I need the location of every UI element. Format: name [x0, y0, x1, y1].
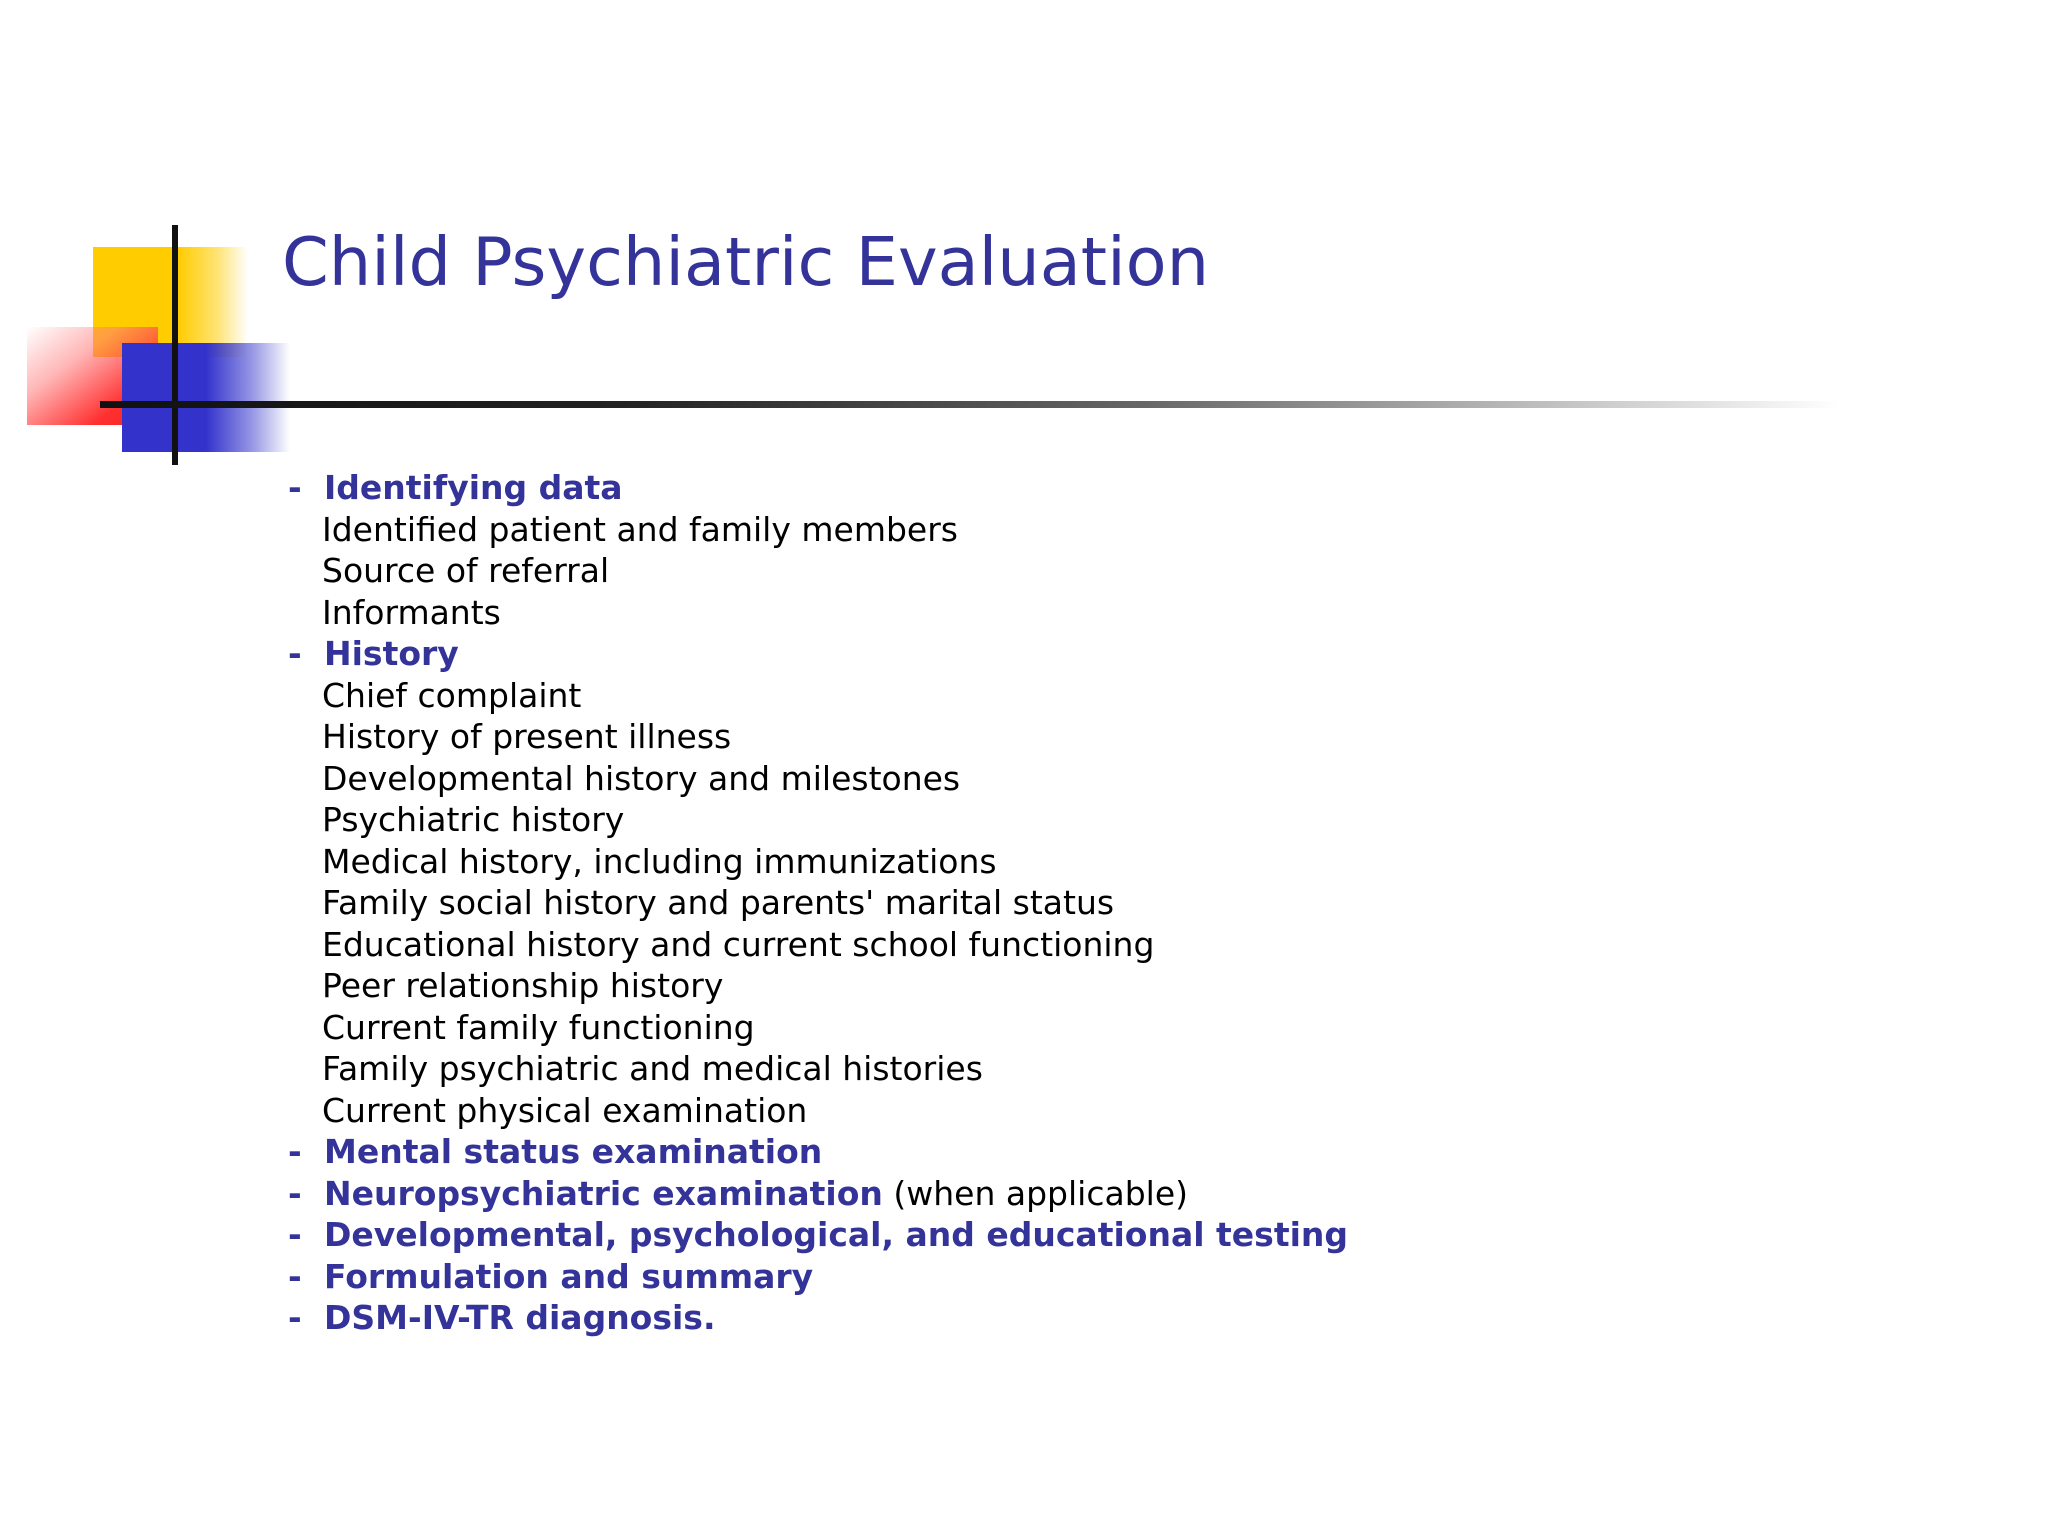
list-item: Informants — [322, 592, 501, 632]
blue-square-decoration — [122, 343, 290, 452]
section-heading — [284, 1131, 1884, 1173]
list-item: Educational history and current school functioning — [322, 924, 1155, 964]
section-heading — [284, 1173, 1884, 1215]
section-heading-text: Neuropsychiatric examination — [324, 1173, 883, 1213]
title-underline-rule — [100, 401, 1840, 408]
list-item: Source of referral — [322, 551, 610, 590]
content-list — [284, 467, 1884, 1339]
list-item: Current family functioning — [322, 1007, 755, 1047]
section-heading-text: Formulation and summary — [324, 1256, 814, 1296]
list-item: Developmental history and milestones — [322, 758, 961, 798]
bullet-dash: - — [288, 1215, 302, 1254]
bullet-dash: - — [288, 1132, 302, 1171]
section-heading — [284, 1256, 1884, 1298]
section-heading — [284, 1297, 1884, 1339]
section-heading — [284, 633, 1884, 675]
list-item: History of present illness — [322, 717, 732, 756]
bullet-dash: - — [288, 634, 302, 673]
list-item: Family social history and parents' marital status — [322, 883, 1115, 922]
list-item: Identified patient and family members — [322, 509, 958, 549]
section-heading-text: Identifying data — [324, 468, 623, 507]
bullet-dash: - — [288, 1256, 302, 1296]
section-heading — [284, 1214, 1884, 1256]
list-item: Medical history, including immunizations — [322, 841, 997, 881]
list-item: Family psychiatric and medical histories — [322, 1049, 983, 1088]
vertical-rule-decoration — [172, 225, 178, 465]
list-item: Current physical examination — [322, 1090, 808, 1130]
bullet-dash: - — [288, 1173, 302, 1213]
section-heading-text: Mental status examination — [324, 1132, 823, 1171]
list-item: Chief complaint — [322, 675, 582, 715]
slide-title: Child Psychiatric Evaluation — [282, 223, 1210, 301]
section-heading-text: Developmental, psychological, and educational testing — [324, 1215, 1349, 1254]
bullet-dash: - — [288, 468, 302, 507]
section-heading-text: History — [324, 634, 459, 673]
section-note: (when applicable) — [882, 1173, 1188, 1213]
list-item: Psychiatric history — [322, 800, 625, 839]
bullet-dash: - — [288, 1298, 302, 1337]
section-heading — [284, 467, 1884, 509]
list-item: Peer relationship history — [322, 966, 724, 1005]
section-heading-text: DSM-IV-TR diagnosis. — [324, 1298, 716, 1337]
